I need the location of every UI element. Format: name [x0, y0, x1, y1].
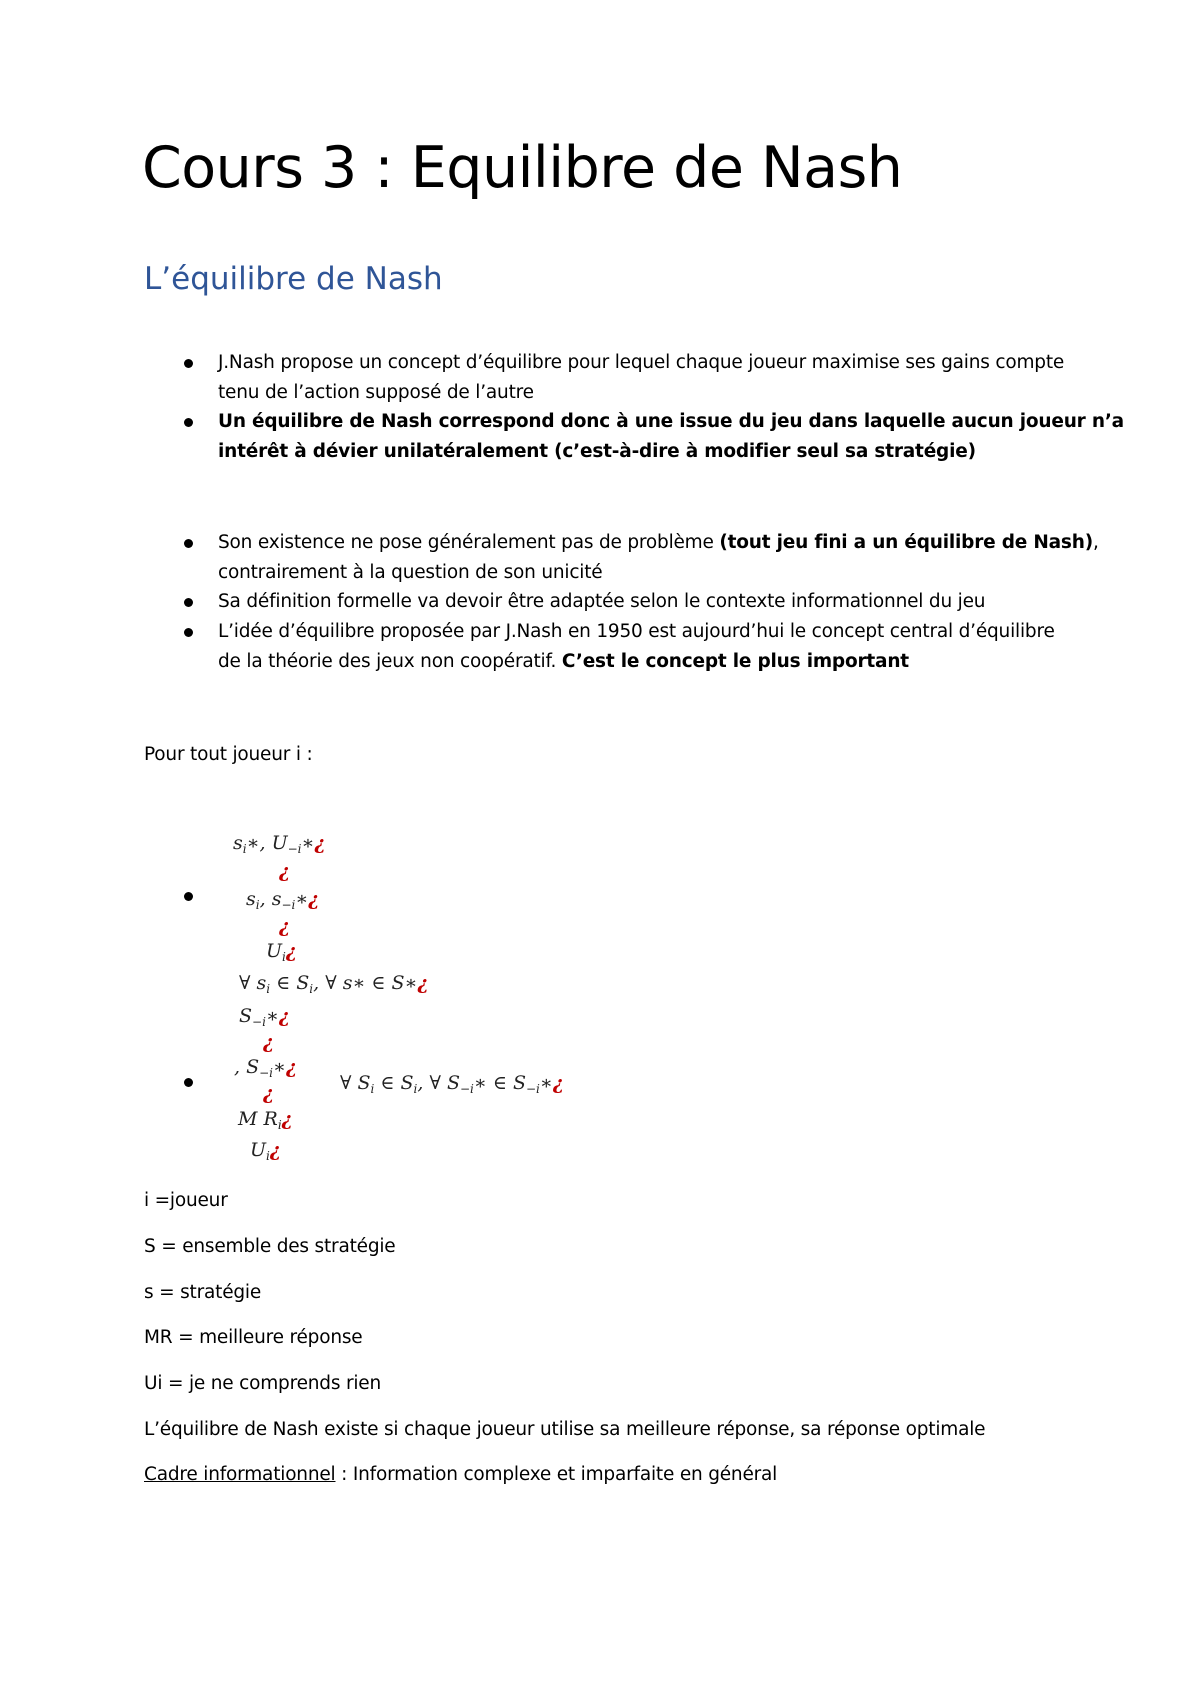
bullet-text: Sa définition formelle va devoir être adaptée selon le contexte informationnel du jeu — [218, 591, 986, 612]
bullet-dot — [184, 598, 193, 607]
math-line: $U_i¿$ — [250, 1139, 281, 1163]
math-inv-mark: ¿ — [263, 1082, 275, 1104]
definition-line: s = stratégie — [144, 1282, 262, 1303]
math-line: ∀ $s_i$ ∈ $S_i$, ∀ s∗ ∈ S∗¿ — [239, 972, 429, 996]
pour-tout-joueur: Pour tout joueur i : — [144, 744, 313, 765]
bullet-dot — [184, 359, 193, 368]
definition-line: MR = meilleure réponse — [144, 1327, 363, 1348]
section-heading: L’équilibre de Nash — [144, 261, 443, 297]
bullet-text: de la théorie des jeux non coopératif. C’est le concept le plus important — [218, 651, 909, 672]
bullet-text: J.Nash propose un concept d’équilibre pour lequel chaque joueur maximise ses gains compte — [218, 352, 1065, 373]
bullet-text: intérêt à dévier unilatéralement (c’est-à-dire à modifier seul sa stratégie) — [218, 441, 976, 462]
cadre-informationnel: Cadre informationnel : Information complexe et imparfaite en général — [144, 1464, 778, 1485]
definition-line: Ui = je ne comprends rien — [144, 1373, 382, 1394]
definition-line: i =joueur — [144, 1190, 228, 1211]
bullet-text: Un équilibre de Nash correspond donc à une issue du jeu dans laquelle aucun joueur n’a — [218, 411, 1124, 432]
bullet-dot — [184, 1078, 193, 1087]
bullet-dot — [184, 892, 193, 901]
math-line: , $S_{-i}∗¿$ — [234, 1056, 298, 1080]
bullet-dot — [184, 418, 193, 427]
definition-line: S = ensemble des stratégie — [144, 1236, 396, 1257]
bullet-text: tenu de l’action supposé de l’autre — [218, 382, 534, 403]
math-line: M $R_i¿$ — [238, 1108, 293, 1132]
math-line: $U_i¿$ — [266, 940, 297, 964]
page-title: Cours 3 : Equilibre de Nash — [142, 135, 903, 201]
definition-line: L’équilibre de Nash existe si chaque joueur utilise sa meilleure réponse, sa réponse optimale — [144, 1419, 986, 1440]
math-line: $s_i$, $s_{-i}∗¿$ — [246, 888, 320, 912]
bullet-text: L’idée d’équilibre proposée par J.Nash en 1950 est aujourd’hui le concept central d’équilibre — [218, 621, 1055, 642]
math-inv-mark: ¿ — [279, 860, 291, 882]
math-line: ∀ $S_i$ ∈ $S_i$, ∀ $S_{-i}∗$ ∈ $S_{-i}∗¿$ — [340, 1072, 564, 1096]
bullet-dot — [184, 628, 193, 637]
bullet-text: Son existence ne pose généralement pas de problème (tout jeu fini a un équilibre de Nash), — [218, 532, 1099, 553]
bullet-text: contrairement à la question de son unicité — [218, 562, 603, 583]
math-inv-mark: ¿ — [279, 915, 291, 937]
bullet-dot — [184, 539, 193, 548]
math-line: $s_i∗$, $U_{-i}∗¿$ — [233, 832, 326, 856]
math-inv-mark: ¿ — [263, 1031, 275, 1053]
math-line: $S_{-i}∗¿$ — [239, 1005, 290, 1029]
